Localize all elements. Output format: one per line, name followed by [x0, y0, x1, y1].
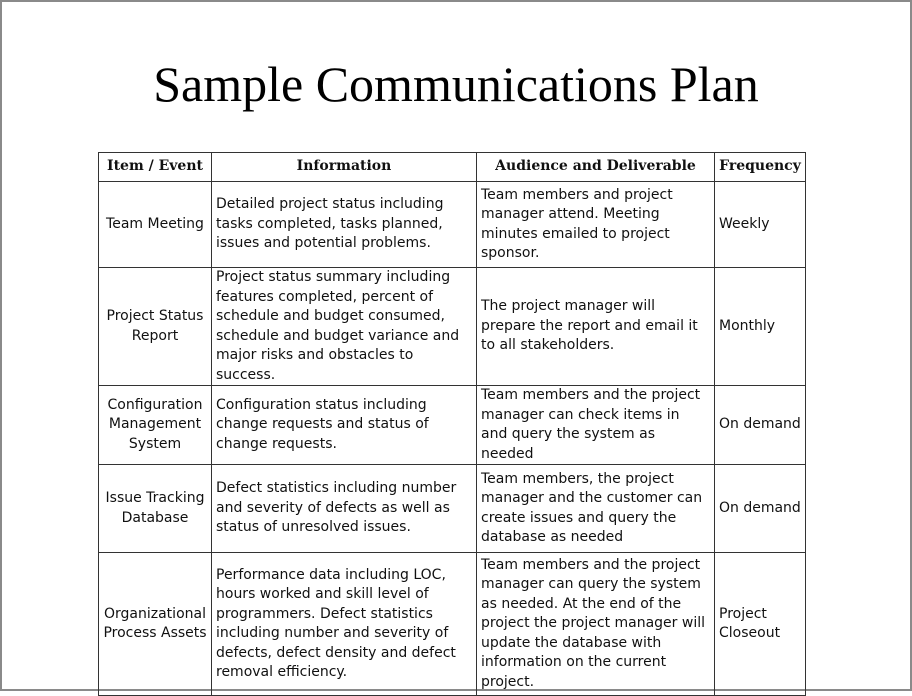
cell-item: Team Meeting	[99, 182, 212, 268]
cell-item: Configuration Management System	[99, 386, 212, 465]
cell-information: Defect statistics including number and severity of defects as well as status of unresolved issues.	[212, 465, 477, 553]
table-row	[99, 386, 806, 465]
header-information: Information	[212, 153, 477, 182]
table-header-row	[99, 153, 806, 182]
header-frequency: Frequency	[715, 153, 806, 182]
table-row	[99, 182, 806, 268]
cell-audience: Team members and the project manager can query the system as needed. At the end of the project the project manager will update the database with information on the current project.	[477, 553, 715, 696]
cell-item: Project Status Report	[99, 268, 212, 386]
header-audience-deliverable: Audience and Deliverable	[477, 153, 715, 182]
cell-frequency: Weekly	[715, 182, 806, 268]
cell-information: Detailed project status including tasks completed, tasks planned, issues and potential problems.	[212, 182, 477, 268]
cell-frequency: Monthly	[715, 268, 806, 386]
table-row	[99, 553, 806, 696]
cell-information: Performance data including LOC, hours worked and skill level of programmers. Defect statistics including number and severity of defects, defect density and defect removal efficiency.	[212, 553, 477, 696]
cell-frequency: Project Closeout	[715, 553, 806, 696]
cell-audience: Team members, the project manager and the customer can create issues and query the database as needed	[477, 465, 715, 553]
table-row	[99, 465, 806, 553]
cell-item: Organizational Process Assets	[99, 553, 212, 696]
slide-title: Sample Communications Plan	[153, 56, 759, 112]
cell-item: Issue Tracking Database	[99, 465, 212, 553]
cell-audience: The project manager will prepare the report and email it to all stakeholders.	[477, 268, 715, 386]
table-row	[99, 268, 806, 386]
cell-frequency: On demand	[715, 465, 806, 553]
cell-audience: Team members and the project manager can check items in and query the system as needed	[477, 386, 715, 465]
cell-information: Configuration status including change requests and status of change requests.	[212, 386, 477, 465]
cell-frequency: On demand	[715, 386, 806, 465]
communications-plan-table	[98, 152, 806, 696]
cell-information: Project status summary including features completed, percent of schedule and budget consumed, schedule and budget variance and major risks and obstacles to success.	[212, 268, 477, 386]
header-item-event: Item / Event	[99, 153, 212, 182]
cell-audience: Team members and project manager attend. Meeting minutes emailed to project sponsor.	[477, 182, 715, 268]
